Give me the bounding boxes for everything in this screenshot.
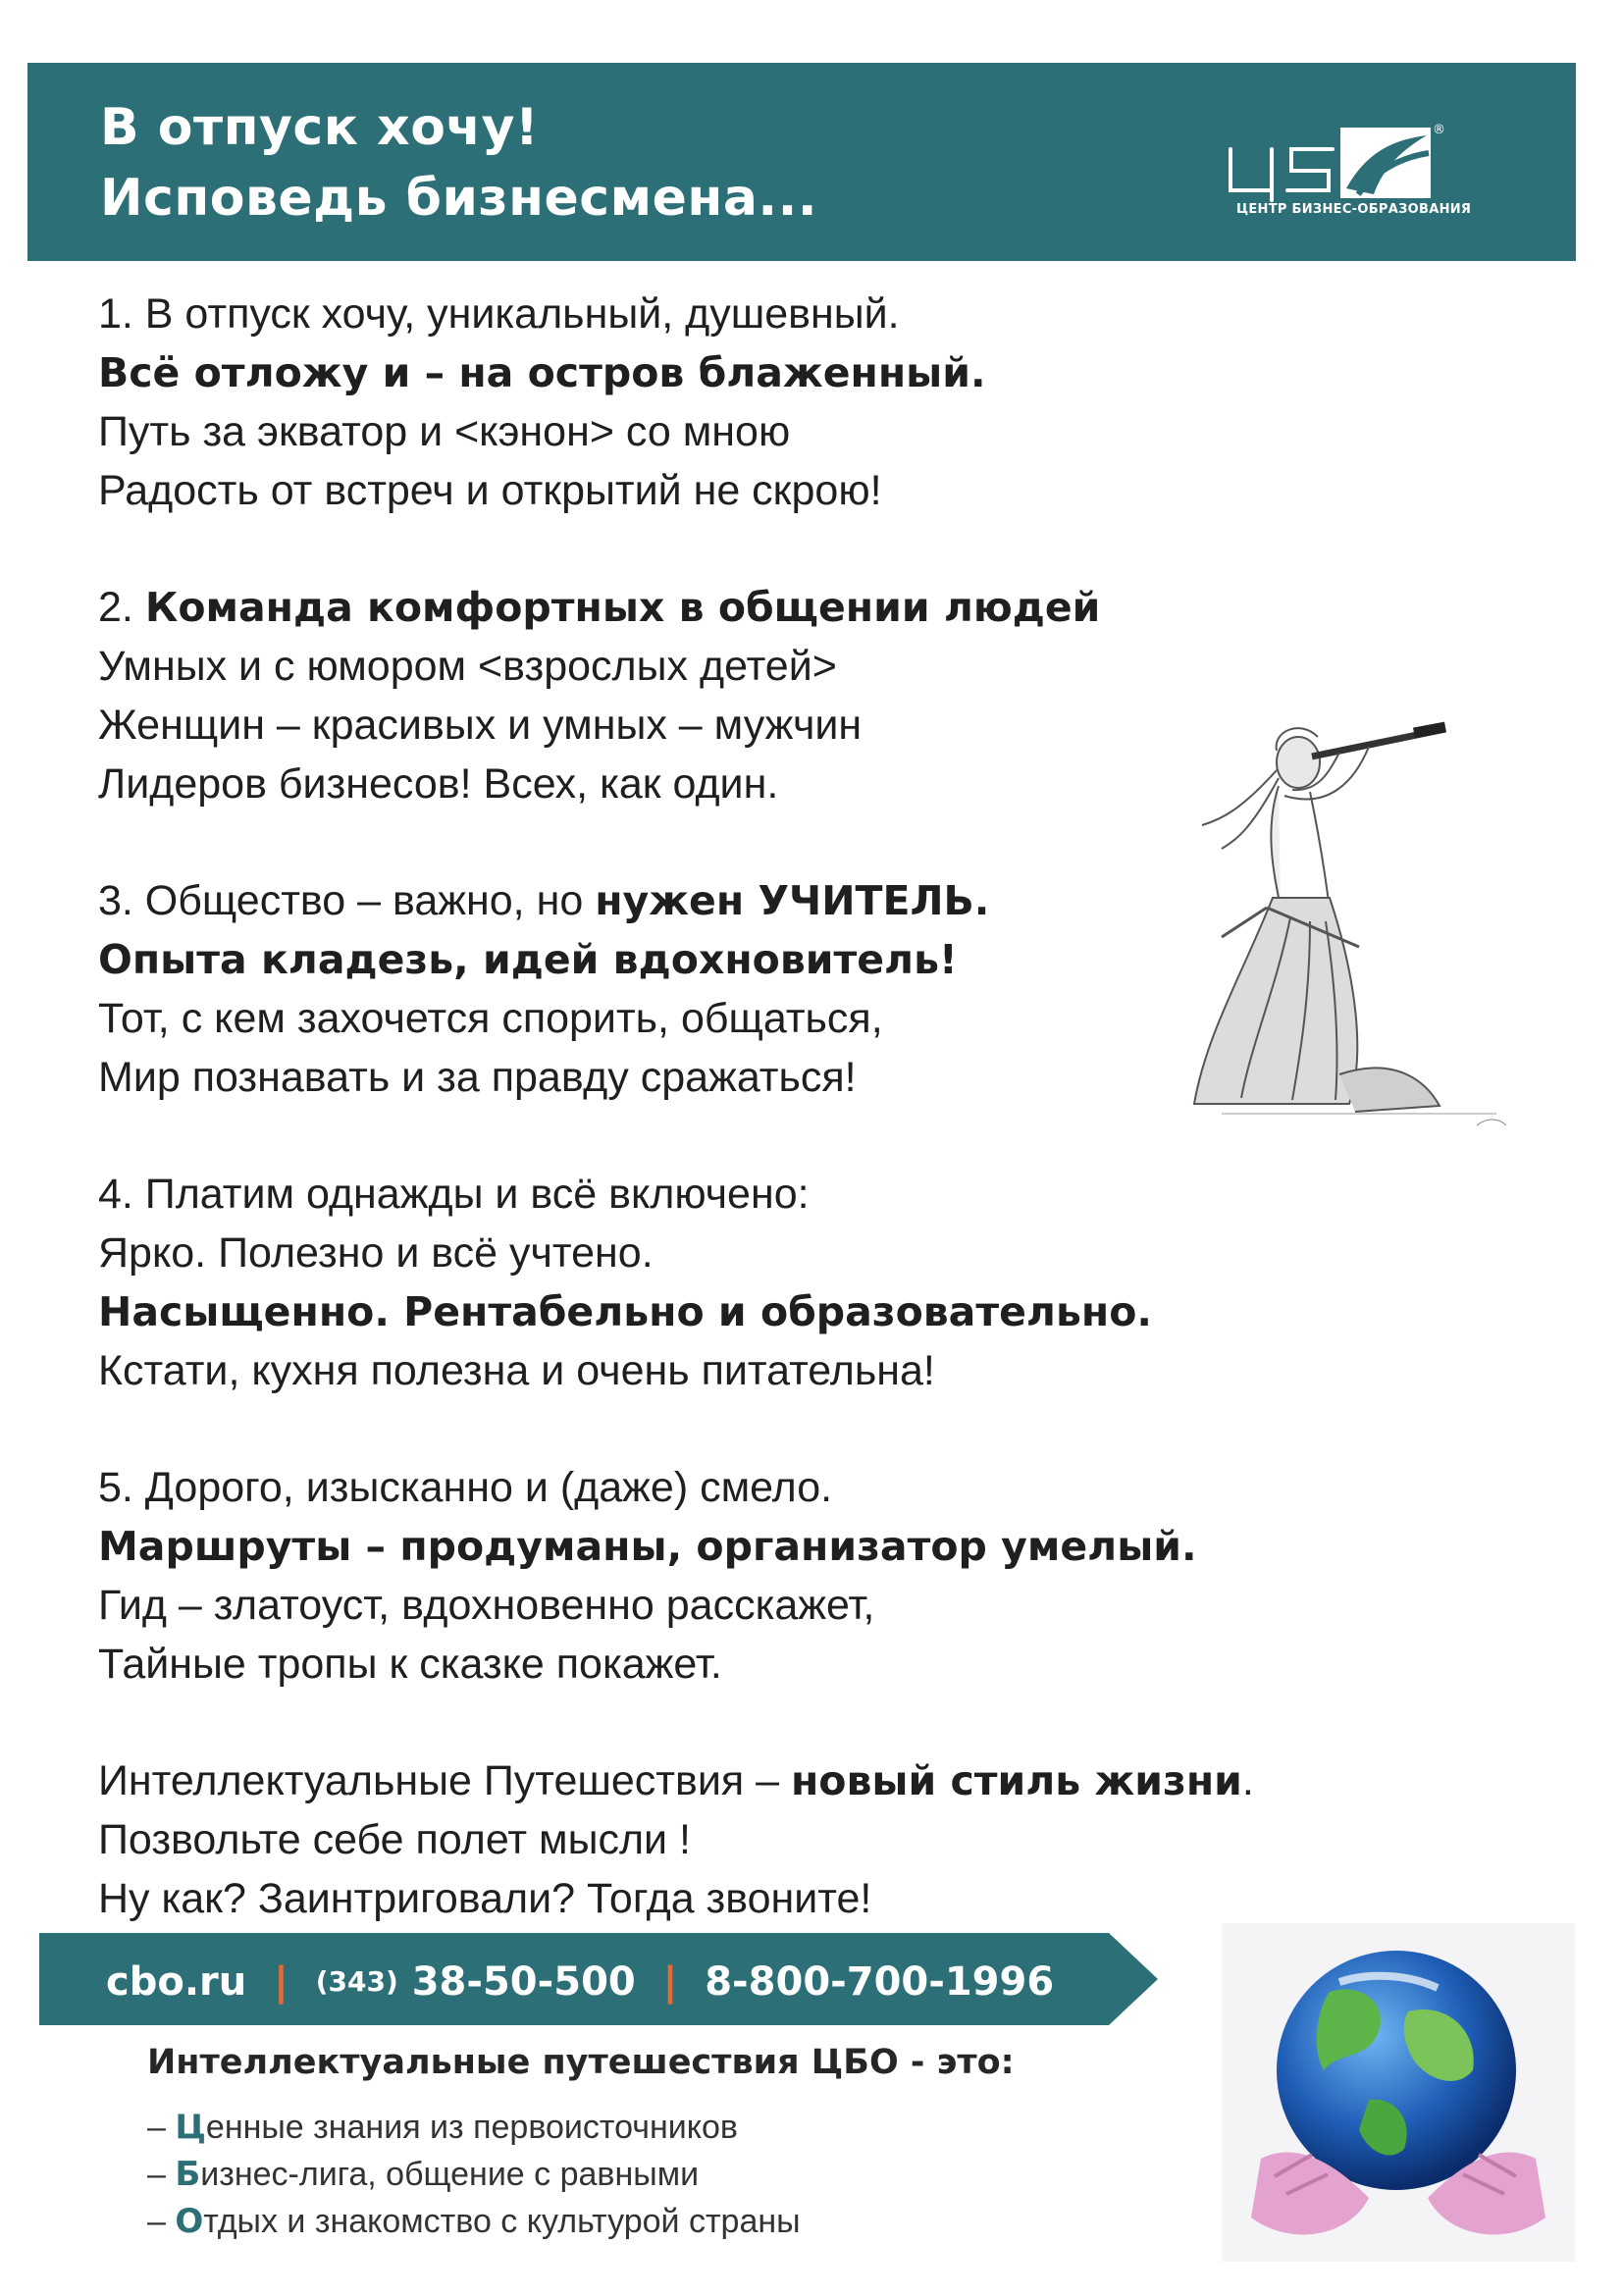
feature-text: изнес-лига, общение с равными xyxy=(200,2156,700,2193)
feature-item xyxy=(147,2151,1128,2198)
logo-caption: ЦЕНТР БИЗНЕС-ОБРАЗОВАНИЯ xyxy=(1236,202,1472,217)
stanza-line xyxy=(98,1751,1492,1810)
stanza-line: Гид – златоуст, вдохновенно расскажет, xyxy=(98,1582,875,1629)
stanza-line: Женщин – красивых и умных – мужчин xyxy=(98,702,863,749)
feature-initial: Ц xyxy=(175,2108,206,2147)
stanza-line: Тот, с кем захочется спорить, общаться, xyxy=(98,995,883,1042)
title-line-2: Исповедь бизнесмена... xyxy=(100,169,818,228)
feature-text: тдых и знакомство с культурой страны xyxy=(203,2203,801,2240)
stanza-line: 4. Платим однажды и всё включено: xyxy=(98,1171,810,1218)
separator-2: | xyxy=(662,1959,678,2005)
stanza-line: Всё отложу и – на остров блаженный. xyxy=(98,349,986,396)
stanza-line: 5. Дорого, изысканно и (даже) смело. xyxy=(98,1464,833,1511)
features-title: Интеллектуальные путешествия ЦБО - это: xyxy=(147,2043,1015,2082)
feature-initial: О xyxy=(175,2202,204,2241)
poem xyxy=(98,285,1492,1986)
stanza-6 xyxy=(98,1751,1492,1928)
list-dash: – xyxy=(147,2156,176,2193)
features-section xyxy=(147,2033,1128,2245)
list-dash: – xyxy=(147,2203,176,2240)
stanza-line: Ярко. Полезно и всё учтено. xyxy=(98,1229,654,1277)
stanza-line: Опыта кладезь, идей вдохновитель! xyxy=(98,936,958,983)
feature-text: енные знания из первоисточников xyxy=(205,2109,738,2146)
stanza-line: Ну как? Заинтриговали? Тогда звоните! xyxy=(98,1875,872,1922)
stanza-line: Позвольте себе полет мысли ! xyxy=(98,1816,691,1863)
phone-local[interactable]: 38-50-500 xyxy=(411,1959,636,2005)
stanza-line: 1. В отпуск хочу, уникальный, душевный. xyxy=(98,290,900,338)
stanza-5 xyxy=(98,1458,1492,1694)
phone-area-code: (343) xyxy=(315,1965,398,1998)
woman-with-telescope-illustration xyxy=(1182,702,1565,1133)
phone-tollfree[interactable]: 8-800-700-1996 xyxy=(705,1959,1055,2005)
website-link[interactable]: cbo.ru xyxy=(106,1959,247,2005)
feature-item xyxy=(147,2198,1128,2245)
separator-1: | xyxy=(274,1959,288,2005)
stanza-line: Тайные тропы к сказке покажет. xyxy=(98,1641,722,1688)
header-banner xyxy=(27,63,1576,261)
line-bold: нужен УЧИТЕЛЬ. xyxy=(595,877,990,924)
feature-initial: Б xyxy=(175,2155,201,2194)
stanza-line: Маршруты – продуманы, организатор умелый. xyxy=(98,1523,1197,1570)
cbo-logo xyxy=(1211,110,1535,237)
stanza-1 xyxy=(98,285,1492,520)
stanza-line: Умных и с юмором <взрослых детей> xyxy=(98,643,837,690)
feature-item xyxy=(147,2104,1128,2151)
stanza-line: Радость от встреч и открытий не скрою! xyxy=(98,467,882,514)
stanza-line: Лидеров бизнесов! Всех, как один. xyxy=(98,760,779,808)
page-title xyxy=(100,92,817,234)
line-bold: Команда комфортных в общении людей xyxy=(144,584,1101,631)
line-prefix: Интеллектуальные Путешествия – xyxy=(98,1757,791,1804)
registered-mark-icon: ® xyxy=(1433,123,1445,137)
stanza-line: Путь за экватор и <кэнон> со мною xyxy=(98,408,791,455)
stanza-line: Мир познавать и за правду сражаться! xyxy=(98,1054,857,1101)
list-dash: – xyxy=(147,2109,176,2146)
title-line-1: В отпуск хочу! xyxy=(100,98,540,157)
line-prefix: 2. xyxy=(98,584,145,631)
globe-in-hands-image xyxy=(1222,1923,1575,2262)
stanza-line: Насыщенно. Рентабельно и образовательно. xyxy=(98,1288,1152,1335)
stanza-4 xyxy=(98,1165,1492,1400)
contact-info xyxy=(106,1951,1054,2009)
stanza-line xyxy=(98,578,1492,637)
line-bold: новый стиль жизни xyxy=(790,1757,1242,1804)
line-suffix: . xyxy=(1241,1757,1254,1804)
stanza-line: Кстати, кухня полезна и очень питательна! xyxy=(98,1347,935,1394)
line-prefix: 3. Общество – важно, но xyxy=(98,877,596,924)
